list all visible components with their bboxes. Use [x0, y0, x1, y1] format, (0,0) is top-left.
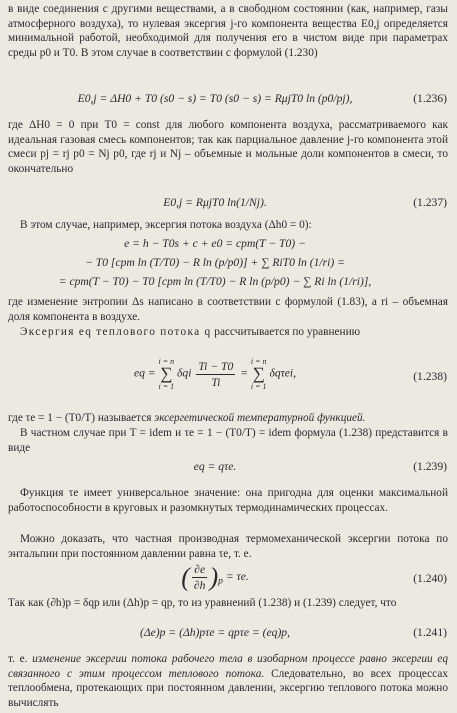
equation-1-240: ( $\frac{\partial e}{\partial h}$ )$_p = \tau e$. (1.240): [181, 562, 447, 592]
conclusion-italic: изменение эксергии потока рабочего тела в изобарном процессе равно эксергии eq связанного с этим процессом теплового потока.: [8, 653, 448, 680]
equation-1-236-formula: E0,j = ΔH0 + T0 (s0 − s) = T0 (s0 − s) = RμjT0 ln (p0/pj),: [77, 92, 353, 105]
equation-1-238-lhs: eq =: [133, 366, 156, 380]
paragraph-partial-pressure: где ΔH0 = 0 при T0 = const для любого компонента воздуха, рассматриваемого как идеальная газовая смесь компонентов; так как парциальное давление j-го компонента этой смеси pj = rj p0 = Nj p0, где rj и Nj – объемные и мольные доли компонентов в смеси, то окончательно: [8, 119, 448, 175]
equation-1-238-fraction: [196, 359, 235, 390]
sum-symbol-2: i = n ∑ i = 1: [250, 357, 267, 391]
equation-1-238: eq = i = n ∑ i = 1 δqi $\frac{Ti - T0}{Ti}$ = i = n ∑ i = 1 δqτei, (1.238): [133, 357, 447, 391]
paragraph-intro: в виде соединения с другими веществами, а в свободном состоянии (как, например, газы атмосферного воздуха), то нулевая эксергия j-го компонента вещества E0,j определяется минимальной работой, необходимой для получения его в чистом виде при параметрах среды p0 и T0. В этом случае в соответствии с формулой (1.230): [8, 3, 448, 59]
paragraph-conclusion: т. е. изменение эксергии потока рабочего тела в изобарном процессе равно эксергии eq связанного с этим процессом теплового потока. Следовательно, во всех процессах теплообмена, протекающих при постоянном давлении, эксергию теплового потока можно вычислять: [8, 653, 448, 709]
equation-1-238-delta-q: δqi: [177, 366, 192, 380]
heat-flow-exergy-rest: рассчитывается по уравнению: [211, 326, 361, 338]
paragraph-heat-flow-exergy: [8, 325, 448, 340]
paragraph-tau-definition: где τe = 1 − (T0/T) называется эксергетической температурной функцией.: [8, 412, 366, 424]
paragraph-partial-derivative: Можно доказать, что частная производная термомеханической эксергии потока по энтальпии при постоянном давлении равна τe, т. е.: [8, 533, 448, 560]
equation-1-236-number: (1.236): [413, 92, 447, 105]
equation-1-239-number: (1.239): [413, 460, 447, 473]
paragraph-special-case: В частном случае при T = idem и τe = 1 − (T0/T) = idem формула (1.238) представится в виде: [8, 427, 448, 454]
equation-1-238-number: (1.238): [413, 370, 447, 383]
equation-1-241-formula: (Δe)p = (Δh)pτe = qpτe = (eq)p,: [140, 626, 290, 639]
tau-term: эксергетической температурной функцией.: [154, 412, 366, 424]
derivative-numerator: ∂e: [192, 562, 208, 578]
equation-1-237-number: (1.237): [413, 196, 447, 209]
paragraph-enthalpy-relation: Так как (∂h)p = δqp или (Δh)p = qp, то из уравнений (1.238) и (1.239) следует, что: [8, 597, 397, 609]
sum-symbol-1: i = n ∑ i = 1: [158, 357, 175, 391]
equation-1-240-number: (1.240): [413, 572, 447, 585]
equation-1-238-rhs: δqτei,: [269, 366, 297, 380]
fraction-denominator: Ti: [211, 375, 221, 389]
equation-1-240-rhs: = τe.: [225, 570, 249, 584]
equation-air-exergy-line-2-text: − T0 [cpm ln (T/T0) − R ln (p/p0)] + ∑ RiT0 ln (1/ri) =: [85, 256, 345, 269]
paragraph-air-exergy: В этом случае, например, эксергия потока воздуха (Δh0 = 0):: [20, 219, 312, 231]
equation-1-237-formula: E0,j = RμjT0 ln(1/Nj).: [163, 196, 267, 209]
heat-flow-exergy-spaced: Эксергия eq теплового потока q: [20, 326, 212, 338]
fraction-numerator: Ti − T0: [198, 359, 234, 373]
derivative-subscript: p: [218, 575, 223, 587]
equation-1-239-formula: eq = qτe.: [193, 460, 237, 473]
equation-air-exergy-line-3-text: = cpm(T − T0) − T0 [cpm ln (T/T0) − R ln (p/p0) − ∑ Ri ln (1/ri)],: [58, 275, 372, 288]
equation-1-240-fraction: [192, 562, 208, 593]
equation-air-exergy-line-1-text: e = h − T0s + c + e0 = cpm(T − T0) −: [124, 237, 306, 250]
derivative-denominator: ∂h: [193, 579, 206, 592]
equation-1-241-number: (1.241): [413, 626, 447, 639]
paragraph-entropy-note: где изменение энтропии Δs написано в соответствии с формулой (1.83), а ri – объемная доля компонента в воздухе.: [8, 296, 448, 323]
paragraph-tau-universal: Функция τe имеет универсальное значение: она пригодна для оценки максимальной работоспособности в круговых и разомкнутых термодинамических процессах.: [8, 487, 448, 514]
